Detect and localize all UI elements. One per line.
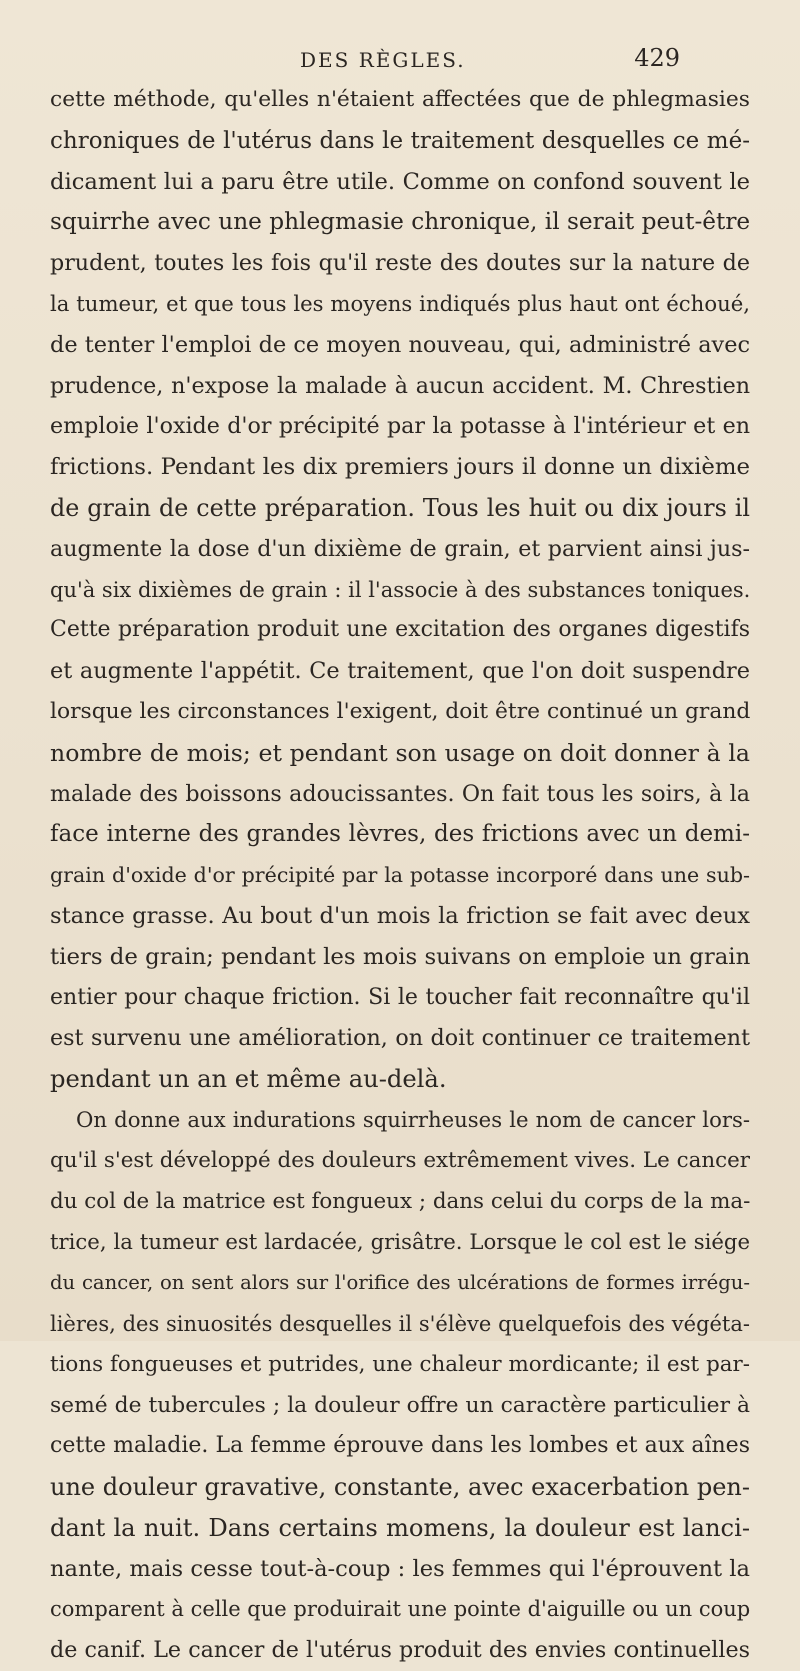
running-title: DES RÈGLES.: [300, 48, 466, 72]
text-line: augmente la dose d'un dixième de grain, et parvient ainsi jus-: [50, 535, 750, 562]
text-line: On donne aux indurations squirrheuses le nom de cancer lors-: [76, 1106, 750, 1132]
text-line: semé de tubercules ; la douleur offre un caractère particulier à: [50, 1392, 750, 1418]
text-line: tiers de grain; pendant les mois suivans on emploie un grain: [50, 943, 751, 970]
text-line: Cette préparation produit une excitation des organes digestifs: [50, 617, 750, 643]
text-line: de canif. Le cancer de l'utérus produit des envies continuelles: [50, 1637, 750, 1664]
text-line: et augmente l'appétit. Ce traitement, que l'on doit suspendre: [50, 658, 750, 685]
text-line: comparent à celle que produirait une pointe d'aiguille ou un coup: [50, 1597, 751, 1622]
running-head: [50, 44, 750, 80]
text-line: tions fongueuses et putrides, une chaleur mordicante; il est par-: [50, 1351, 750, 1377]
body-text: [50, 80, 750, 1671]
text-line: frictions. Pendant les dix premiers jours il donne un dixième: [50, 454, 750, 481]
text-line: cette méthode, qu'elles n'étaient affectées que de phlegmasies: [50, 87, 750, 112]
text-line: de grain de cette préparation. Tous les huit ou dix jours il: [50, 493, 750, 522]
text-line: prudence, n'expose la malade à aucun accident. M. Chrestien: [50, 372, 750, 399]
text-line: du col de la matrice est fongueux ; dans celui du corps de la ma-: [50, 1188, 751, 1214]
text-line: prudent, toutes les fois qu'il reste des doutes sur la nature de: [50, 250, 750, 277]
text-line: squirrhe avec une phlegmasie chronique, il serait peut-être: [50, 208, 751, 236]
text-line: emploie l'oxide d'or précipité par la potasse à l'intérieur et en: [50, 413, 750, 440]
text-line: qu'il s'est développé des douleurs extrêmement vives. Le cancer: [50, 1147, 750, 1173]
text-line: est survenu une amélioration, on doit continuer ce traitement: [50, 1025, 750, 1052]
text-line: malade des boissons adoucissantes. On fait tous les soirs, à la: [50, 780, 750, 807]
text-line: face interne des grandes lèvres, des frictions avec un demi-: [50, 821, 750, 848]
text-line: stance grasse. Au bout d'un mois la friction se fait avec deux: [50, 902, 750, 929]
text-line: du cancer, on sent alors sur l'orifice des ulcérations de formes irrégu-: [50, 1271, 750, 1295]
text-line: chroniques de l'utérus dans le traitement desquelles ce mé-: [50, 127, 750, 154]
text-line: dicament lui a paru être utile. Comme on confond souvent le: [50, 168, 750, 195]
text-line: nante, mais cesse tout-à-coup : les femmes qui l'éprouvent la: [50, 1555, 750, 1582]
text-line: cette maladie. La femme éprouve dans les lombes et aux aînes: [50, 1433, 750, 1459]
text-line: de tenter l'emploi de ce moyen nouveau, qui, administré avec: [50, 331, 750, 358]
text-line: la tumeur, et que tous les moyens indiqués plus haut ont échoué,: [50, 290, 750, 316]
text-line: dant la nuit. Dans certains momens, la douleur est lanci-: [50, 1513, 750, 1542]
text-line: nombre de mois; et pendant son usage on doit donner à la: [50, 738, 750, 767]
text-line: une douleur gravative, constante, avec exacerbation pen-: [50, 1473, 750, 1502]
text-line: grain d'oxide d'or précipité par la potasse incorporé dans une sub-: [50, 863, 750, 888]
text-line: trice, la tumeur est lardacée, grisâtre. Lorsque le col est le siége: [50, 1229, 750, 1255]
text-line: lières, des sinuosités desquelles il s'élève quelquefois des végéta-: [50, 1311, 750, 1336]
text-line: pendant un an et même au-delà.: [50, 1065, 447, 1094]
text-line: qu'à six dixièmes de grain : il l'associe à des substances toniques.: [50, 577, 751, 602]
text-line: lorsque les circonstances l'exigent, doit être continué un grand: [50, 698, 751, 724]
text-line: entier pour chaque friction. Si le toucher fait reconnaître qu'il: [50, 984, 750, 1010]
page-number: 429: [634, 44, 680, 72]
